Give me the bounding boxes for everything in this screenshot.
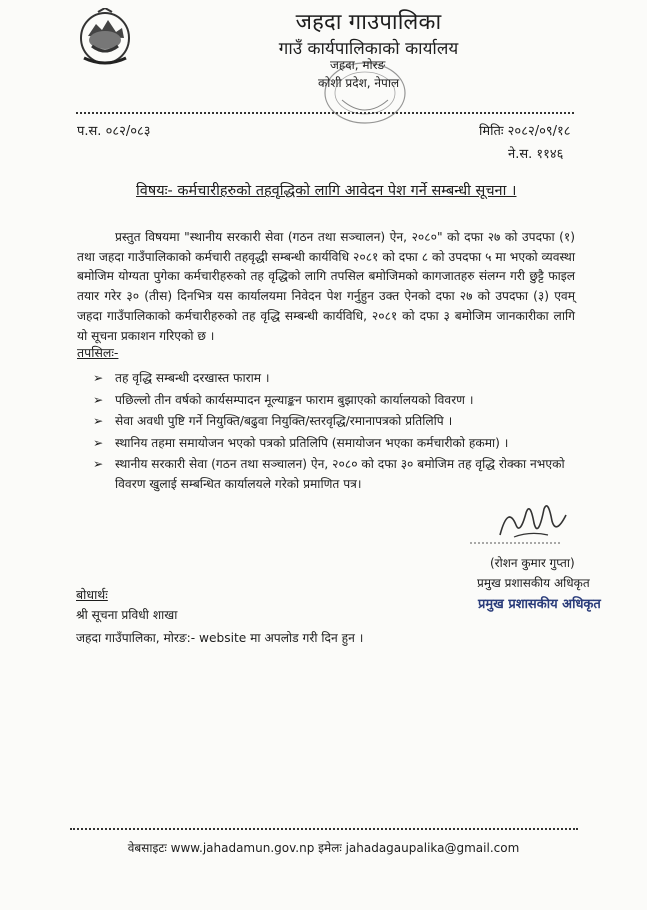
subject-line: विषयः- कर्मचारीहरुको तहवृद्धिको लागि आवेदन पेश गर्ने सम्बन्धी सूचना । — [136, 183, 517, 199]
office-title: जहदा गाउपालिका — [295, 10, 442, 35]
signatory-designation: प्रमुख प्रशासकीय अधिकृत — [477, 576, 590, 590]
signature-icon — [470, 495, 590, 555]
arrow-bullet-icon: ➢ — [93, 457, 104, 471]
fiscal-year: प.स. ०८२/०८३ — [77, 124, 151, 139]
office-subtitle: गाउँ कार्यपालिकाको कार्यालय — [278, 39, 459, 59]
header-divider — [76, 112, 574, 114]
arrow-bullet-icon: ➢ — [93, 435, 104, 450]
arrow-bullet-icon: ➢ — [93, 414, 104, 428]
arrow-bullet-icon: ➢ — [93, 392, 104, 407]
stamp-location: जहदा, मोरङ — [330, 58, 386, 72]
arrow-bullet-icon: ➢ — [93, 371, 104, 385]
annex-title: तपसिलः- — [77, 345, 119, 360]
annex-list — [93, 368, 575, 496]
footer-divider — [70, 828, 578, 830]
cc-recipient: श्री सूचना प्रविधी शाखा — [76, 608, 178, 622]
list-item: ➢ सेवा अवधी पुष्टि गर्ने नियुक्ति/बढुवा नियुक्ति/स्तरवृद्धि/रमानापत्रको प्रतिलिपि । — [93, 411, 575, 431]
signatory-name: (रोशन कुमार गुप्ता) — [490, 556, 575, 570]
cc-title: बोधार्थः — [76, 587, 108, 602]
list-item: ➢ पछिल्लो तीन वर्षको कार्यसम्पादन मूल्याङ्कन फाराम बुझाएको कार्यालयको विवरण । — [93, 390, 575, 410]
letter-date: मितिः २०८२/०९/१८ — [479, 124, 571, 139]
dispatch-number: ने.स. ११४६ — [508, 147, 564, 162]
list-item: ➢ स्थानीय सरकारी सेवा (गठन तथा सञ्चालन) ऐन, २०८० को दफा ३० बमोजिम तह वृद्धि रोक्का नभएको विवरण खुलाई सम्बन्धित कार्यालयले गरेको प्रमाणित पत्र। — [93, 454, 575, 494]
cc-instruction: जहदा गाउँपालिका, मोरङ:- website मा अपलोड गरी दिन हुन । — [76, 631, 364, 645]
footer-contact: वेबसाइटः www.jahadamun.gov.np इमेलः jahadagaupalika@gmail.com — [127, 841, 520, 855]
stamp-province: कोशी प्रदेश, नेपाल — [318, 76, 400, 90]
list-item: ➢ स्थानिय तहमा समायोजन भएको पत्रको प्रतिलिपि (समायोजन भएका कर्मचारीको हकमा) । — [93, 433, 575, 453]
list-item: ➢ तह वृद्धि सम्बन्धी दरखास्त फाराम । — [93, 368, 575, 388]
designation-stamp: प्रमुख प्रशासकीय अधिकृत — [478, 597, 601, 612]
notice-body: प्रस्तुत विषयमा "स्थानीय सरकारी सेवा (गठन तथा सञ्चालन) ऐन, २०८०" को दफा २७ को उपदफा (१) तथा जहदा गाउँपालिकाको कर्मचारी तहवृद्धी सम्बन्धी कार्यविधि २०८१ को दफा ८ को उपदफा ५ मा भएको व्यवस्था बमोजिम योग्यता पुगेका कर्मचारीहरुको तह वृद्धिको लागि तपसिल बमोजिमको कागजातहरु संलग्न गरी छुट्टै फाइल तयार गरेर ३० (तीस) दिनभित्र यस कार्यालयमा निवेदन पेश गर्नुहुन उक्त ऐनको दफा २७ को उपदफा (३) एवम् जहदा गाउँपालिकाको कर्मचारीहरुको तह वृद्धि सम्बन्धी कार्यविधि, २०८१ को दफा ३ बमोजिम जानकारीका लागि यो सूचना प्रकाशन गरिएको छ । — [77, 230, 575, 343]
